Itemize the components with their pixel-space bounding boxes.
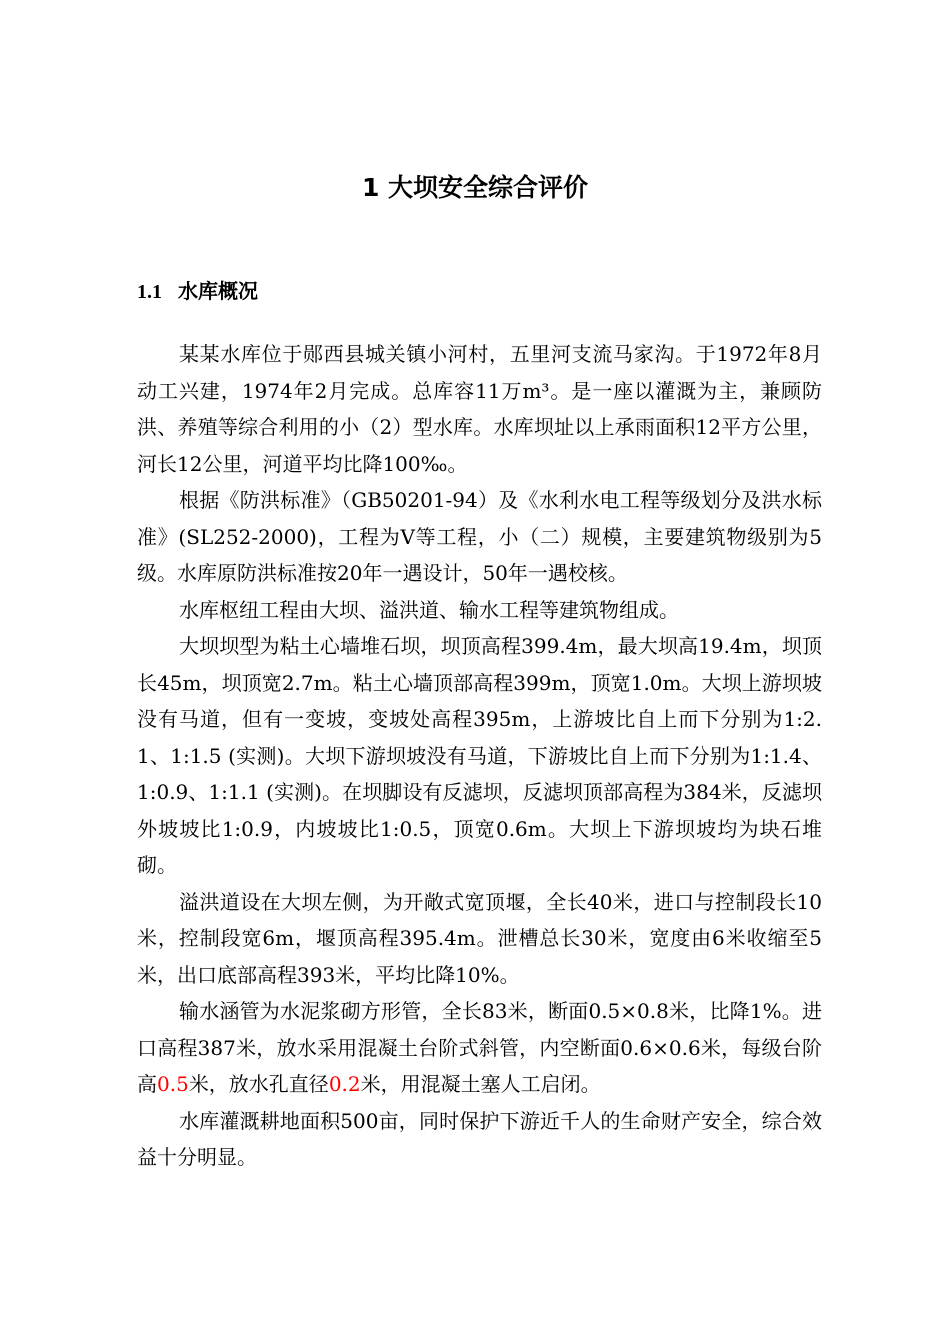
body-text <box>137 336 822 1176</box>
section-number: 1.1 <box>137 281 162 303</box>
paragraph-benefits: 水库灌溉耕地面积500亩，同时保护下游近千人的生命财产安全，综合效益十分明显。 <box>137 1108 822 1169</box>
culvert-text-3: 米，用混凝土塞人工启闭。 <box>360 1072 601 1096</box>
section-title: 水库概况 <box>178 279 258 303</box>
chapter-title: 1 大坝安全综合评价 <box>361 173 589 202</box>
culvert-text-1: 输水涵管为水泥浆砌方形管，全长83米，断面0.5×0.8米，比降1%。进口高程387米，放水采用混凝土台阶式斜管，内空断面0.6×0.6米，每级台阶高 <box>137 999 822 1096</box>
hole-diameter-value: 0.2 <box>328 1072 361 1096</box>
section-heading <box>137 275 258 308</box>
paragraph-spillway: 溢洪道设在大坝左侧，为开敞式宽顶堰，全长40米，进口与控制段长10米，控制段宽6m，堰顶高程395.4m。泄槽总长30米，宽度由6米收缩至5米，出口底部高程393米，平均比降10%。 <box>137 889 822 987</box>
paragraph-location: 某某水库位于郧西县城关镇小河村，五里河支流马家沟。于1972年8月动工兴建，1974年2月完成。总库容11万m³。是一座以灌溉为主，兼顾防洪、养殖等综合利用的小（2）型水库。水库坝址以上承雨面积12平方公里，河长12公里，河道平均比降100‰。 <box>137 342 822 476</box>
step-height-value: 0.5 <box>157 1072 189 1096</box>
culvert-text-2: 米，放水孔直径 <box>188 1072 329 1096</box>
paragraph-components: 水库枢纽工程由大坝、溢洪道、输水工程等建筑物组成。 <box>179 597 679 622</box>
paragraph-outlet-culvert <box>137 993 822 1103</box>
paragraph-standards: 根据《防洪标准》（GB50201-94）及《水利水电工程等级划分及洪水标准》(SL252-2000)，工程为Ⅴ等工程，小（二）规模，主要建筑物级别为5 级。水库原防洪标准按20年一遇设计，50年一遇校核。 <box>137 488 822 585</box>
paragraph-dam: 大坝坝型为粘土心墙堆石坝，坝顶高程399.4m，最大坝高19.4m，坝顶长45m，坝顶宽2.7m。粘土心墙顶部高程399m，顶宽1.0m。大坝上游坝坡没有马道，但有一变坡，变坡处高程395m，上游坡比自上而下分别为1:2.1、1:1.5 (实测)。大坝下游坝坡没有马道，下游坡比自上而下分别为1:1.4、1:0.9、1:1.1 (实测)。在坝脚设有反滤坝，反滤坝顶部高程为384米，反滤坝外坡坡比1:0.9，内坡坡比1:0.5，顶宽0.6m。大坝上下游坝坡均为块石堆砌。 <box>137 634 822 877</box>
